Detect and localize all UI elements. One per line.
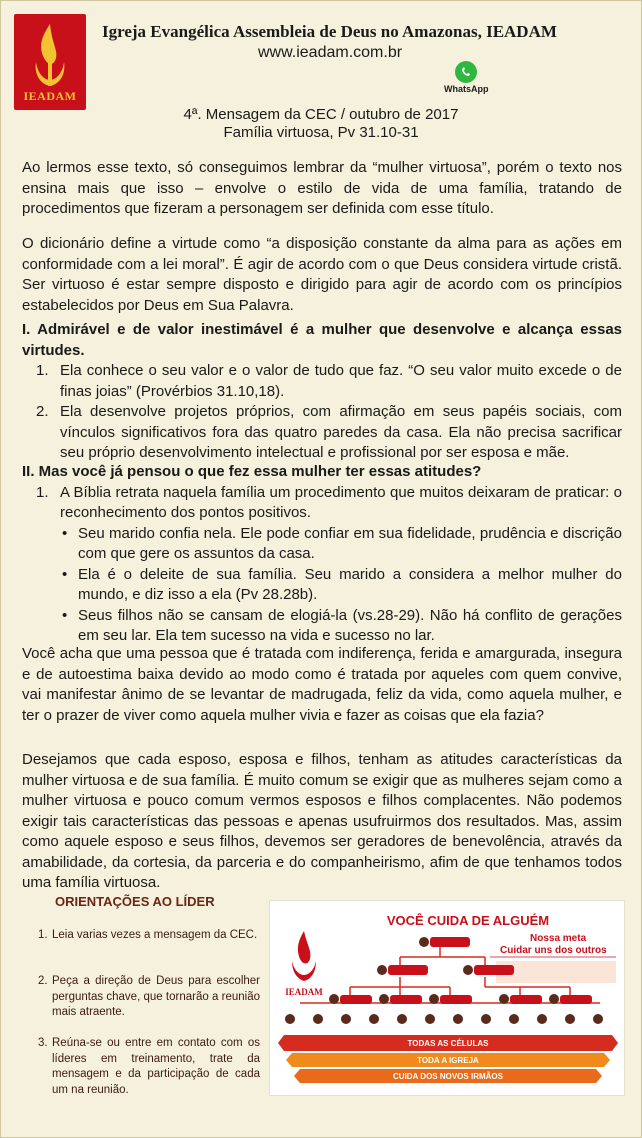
section-1-list — [22, 361, 622, 464]
orientacao-text: Leia varias vezes a mensagem da CEC. — [52, 929, 258, 941]
message-title: 4ª. Mensagem da CEC / outubro de 2017 — [183, 106, 459, 123]
ieadam-logo — [14, 14, 86, 110]
section-2 — [22, 462, 622, 647]
infographic-logo-text: IEADAM — [285, 987, 323, 997]
list-item — [36, 361, 622, 402]
bullet-item — [62, 606, 622, 647]
bar-label: TODA A IGREJA — [417, 1056, 479, 1065]
bullet-icon: • — [62, 565, 68, 583]
section-2-heading: II. Mas você já pensou o que fez essa mulher ter essas atitudes? — [22, 463, 482, 480]
list-item-text: Ela desenvolve projetos próprios, com afirmação em seus papéis sociais, com vínculos significativos fora das quatro paredes da casa. Ela não precisa sacrificar seu próprio desenvolvimento intelectual e profissional por ser esposa e mãe. — [60, 403, 622, 461]
message-subtitle: Família virtuosa, Pv 31.10-31 — [223, 124, 419, 141]
orientacao-item — [38, 974, 260, 1021]
whatsapp-label: WhatsApp — [444, 84, 489, 94]
list-item-text: A Bíblia retrata naquela família um procedimento que muitos deixaram de praticar: o reconhecimento dos pontos positivos. — [60, 483, 622, 521]
section-2-list — [22, 483, 622, 647]
bullet-item — [62, 524, 622, 565]
bar-label: TODAS AS CÉLULAS — [407, 1039, 489, 1048]
whatsapp-icon[interactable] — [455, 61, 477, 83]
list-item-number: 2. — [36, 403, 49, 420]
site-url[interactable]: www.ieadam.com.br — [258, 44, 403, 61]
bullet-item — [62, 565, 622, 606]
orientacao-item — [38, 1036, 260, 1098]
paragraph-2: O dicionário define a virtude como “a disposição constante da alma para as ações em conformidade com a lei moral”. É agir de acordo com o que Deus considera virtude cristã. Ser virtuoso é estar sempre disposto e dirigido para agir de acordo com os princípios estabelecidos por Deus em Sua Palavra. — [22, 235, 622, 314]
paragraph-1: Ao lermos esse texto, só conseguimos lembrar da “mulher virtuosa”, porém o texto nos ensina mais que isso – envolve o estilo de vida de uma família, tratando de procedimentos que fizeram a personagem ser definida com esse título. — [22, 159, 622, 217]
infographic-title: VOCÊ CUIDA DE ALGUÉM — [386, 913, 550, 928]
logo-text: IEADAM — [23, 89, 77, 103]
bullet-list — [36, 524, 622, 647]
orientacoes-title: ORIENTAÇÕES AO LÍDER — [55, 894, 215, 909]
bullet-icon: • — [62, 606, 68, 624]
list-item-text: Ela conhece o seu valor e o valor de tudo que faz. “O seu valor muito excede o de finas joias” (Provérbios 31.10,18). — [60, 362, 622, 400]
meta-text: Cuidar uns dos outros — [500, 945, 607, 956]
list-item — [36, 483, 622, 524]
paragraph-3: Você acha que uma pessoa que é tratada com indiferença, ferida e amargurada, insegura e de autoestima baixa devido ao modo como é tratada por aqueles com quem convive, vai manifestar ânimo de se levantar de madrugada, feliz da vida, como aquela mulher, e ter o prazer de viver como aquela mulher vivia e fazer as coisas que ela fazia? — [22, 645, 622, 724]
list-item — [36, 402, 622, 464]
orientacao-item — [38, 928, 260, 944]
meta-label: Nossa meta — [530, 933, 587, 944]
orientacao-text: Reúna-se ou entre em contato com os líderes em treinamento, trate da mensagem e da participação de cada um na reunião. — [52, 1037, 260, 1096]
orientacao-number: 2. — [38, 975, 48, 987]
orientacao-number: 3. — [38, 1037, 48, 1049]
bullet-text: Ela é o deleite de sua família. Seu marido a considera a melhor mulher do mundo, e diz isso a ela (Pv 28.28b). — [78, 565, 622, 603]
paragraph-4: Desejamos que cada esposo, esposa e filhos, tenham as atitudes características da mulher virtuosa e de sua família. É muito comum se exigir que as mulheres sejam como a mulher virtuosa e pouco comum vermos esposos e filhos complacentes. Não podemos exigir tais características das pessoas e apenas usufruirmos dos resultados. Mas, assim como aquele esposo e seus filhos, devemos ser geradores de benevolência, através da amabilidade, da cortesia, da parceria e do companheirismo, afim de que tenhamos todos uma família virtuosa. — [22, 751, 622, 891]
list-item-number: 1. — [36, 362, 49, 379]
list-item-number: 1. — [36, 483, 49, 501]
section-1-heading: I. Admirável e de valor inestimável é a mulher que desenvolve e alcança essas virtudes. — [22, 321, 622, 359]
infographic — [269, 900, 625, 1096]
bullet-text: Seu marido confia nela. Ele pode confiar em sua fidelidade, prudência e discrição com que gere os assuntos da casa. — [78, 524, 622, 562]
orientacao-number: 1. — [38, 929, 48, 941]
bullet-text: Seus filhos não se cansam de elogiá-la (vs.28-29). Não há conflito de gerações em seu lar. Ela tem sucesso na vida e sucesso no lar. — [78, 606, 622, 644]
bar-label: CUIDA DOS NOVOS IRMÃOS — [393, 1072, 503, 1081]
orientacao-text: Peça a direção de Deus para escolher perguntas chave, que tornarão a reunião mais atraente. — [52, 975, 260, 1018]
infographic-art — [270, 901, 626, 1097]
church-name: Igreja Evangélica Assembleia de Deus no Amazonas, IEADAM — [102, 22, 557, 41]
bullet-icon: • — [62, 524, 68, 542]
section-1 — [22, 320, 622, 464]
